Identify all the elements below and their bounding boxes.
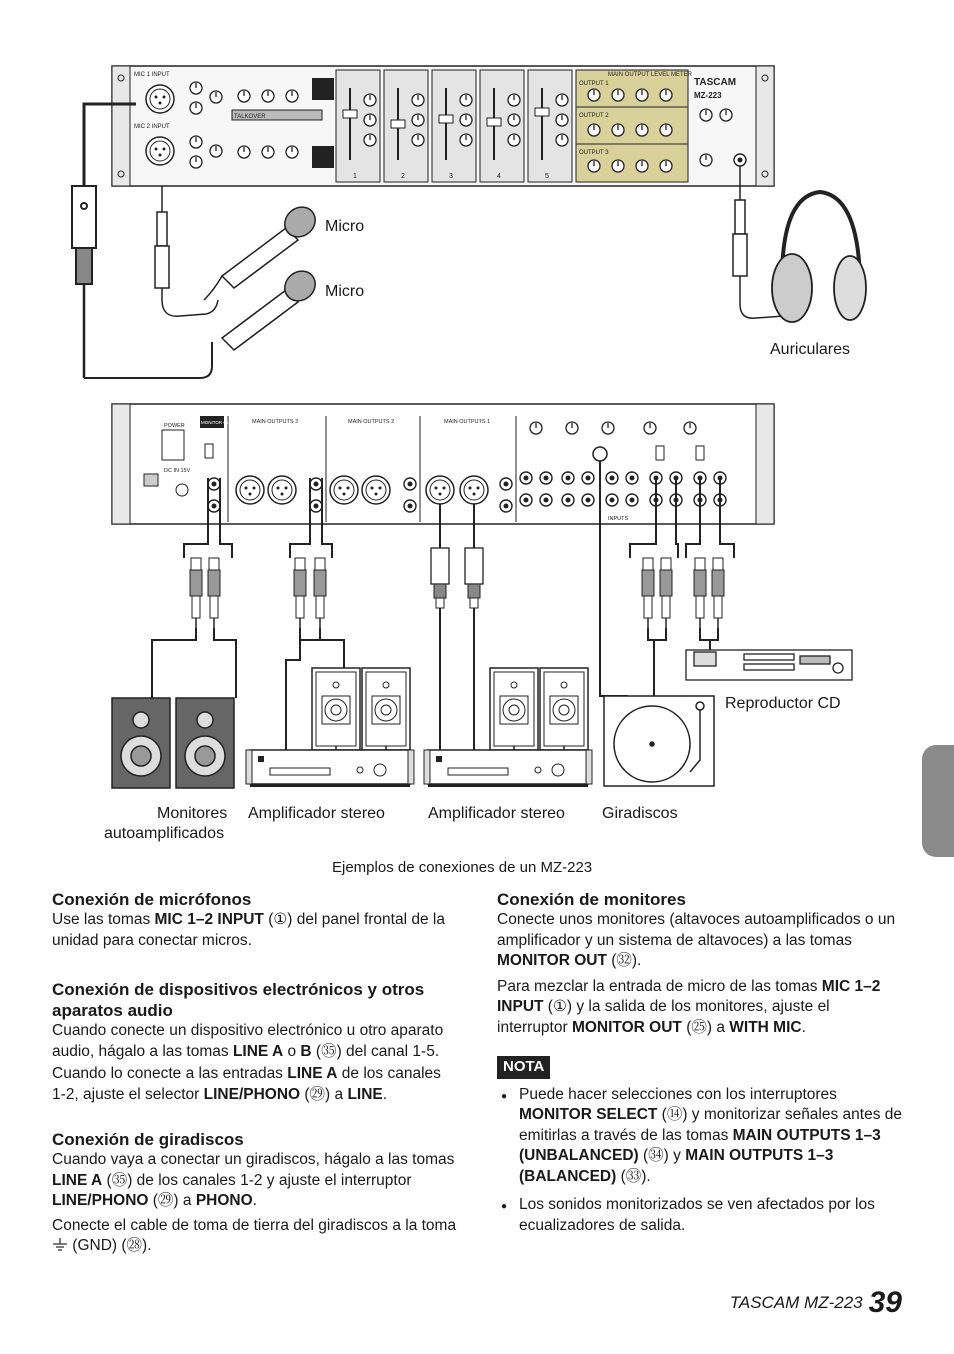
- speaker-icon: [362, 668, 410, 750]
- monitor-out-label: MONITOR OUT: [201, 420, 233, 425]
- ground-icon: [52, 1238, 68, 1252]
- label-micro-1: Micro: [325, 218, 365, 235]
- channel-3-label: 3: [449, 173, 453, 180]
- label-giradiscos: Giradiscos: [602, 805, 678, 822]
- channel-1-label: 1: [353, 173, 357, 180]
- speaker-icon: [540, 668, 588, 750]
- label-autoamplificados: autoamplificados: [104, 825, 225, 842]
- dc-label: DC IN 15V: [164, 468, 191, 474]
- section-title-microfonos: Conexión de micrófonos: [52, 890, 252, 909]
- mixer-front-panel: [112, 66, 774, 186]
- amplifier-icon: [424, 750, 592, 787]
- label-reproductor-cd: Reproductor CD: [725, 695, 841, 712]
- chapter-tab: [922, 745, 954, 857]
- speaker-icon: [490, 668, 538, 750]
- paragraph: Use las tomas MIC 1–2 INPUT (①) del panel frontal de la unidad para conectar micros.: [52, 911, 445, 949]
- figure-caption: Ejemplos de conexiones de un MZ-223: [332, 859, 593, 876]
- footer-brand-model: TASCAM MZ-223: [729, 1293, 863, 1312]
- left-column: [52, 889, 458, 1257]
- out2-label: OUTPUT 2: [579, 113, 609, 119]
- nota-badge: NOTA: [497, 1056, 550, 1079]
- label-amp-stereo-2: Amplificador stereo: [428, 805, 565, 822]
- section-title-monitores: Conexión de monitores: [497, 890, 686, 909]
- brand-logo: TASCAM: [694, 77, 737, 88]
- paragraph: Cuando lo conecte a las entradas LINE A de los canales 1-2, ajuste el selector LINE/PHONO (㉙) a LINE.: [52, 1065, 441, 1103]
- label-monitores: Monitores: [157, 805, 228, 822]
- mic2-label: MIC 2 INPUT: [134, 124, 170, 130]
- turntable-icon: [604, 696, 714, 786]
- mic1-label: MIC 1 INPUT: [134, 72, 170, 78]
- paragraph: Cuando conecte un dispositivo electrónico u otro aparato audio, hágalo a las tomas LINE A o B (㉟) del canal 1-5.: [52, 1022, 444, 1060]
- power-label: POWER: [164, 423, 185, 429]
- notes-list: [497, 1085, 902, 1237]
- right-column: [497, 889, 902, 1244]
- page-number: 39: [868, 1286, 902, 1319]
- cd-player-icon: [686, 650, 852, 680]
- talkover-label: TALKOVER: [234, 114, 266, 120]
- section-title-giradiscos: Conexión de giradiscos: [52, 1130, 244, 1149]
- model-label: MZ-223: [694, 91, 722, 100]
- main1-label: MAIN OUTPUTS 1: [444, 419, 491, 425]
- out3-label: OUTPUT 3: [579, 150, 609, 156]
- channel-5-label: 5: [545, 173, 549, 180]
- page-footer: [730, 1286, 902, 1320]
- paragraph: Para mezclar la entrada de micro de las tomas MIC 1–2 INPUT (①) y la salida de los monitores, ajuste el interruptor MONITOR OUT (㉕) a WITH MIC.: [497, 977, 881, 1036]
- amplifier-icon: [246, 750, 414, 787]
- section-title-dispositivos: Conexión de dispositivos electrónicos y otros aparatos audio: [52, 980, 425, 1020]
- main2-label: MAIN OUTPUTS 2: [348, 419, 395, 425]
- label-amp-stereo-1: Amplificador stereo: [248, 805, 385, 822]
- list-item: ● Puede hacer selecciones con los interruptores MONITOR SELECT (⑭) y monitorizar señales antes de emitirlas a través de las tomas MAIN OUTPUTS 1–3 (UNBALANCED) (㉞) y MAIN OUTPUTS 1–3 (BALANCED) (㉝).: [519, 1085, 902, 1188]
- list-item: ● Los sonidos monitorizados se ven afectados por los ecualizadores de salida.: [519, 1195, 902, 1236]
- paragraph: Conecte unos monitores (altavoces autoamplificados o un amplificador y un sistema de altavoces) a las tomas MONITOR OUT (㉜).: [497, 911, 896, 969]
- headphones-icon: [772, 192, 866, 322]
- inputs-label: INPUTS: [608, 516, 629, 522]
- paragraph: Cuando vaya a conectar un giradiscos, hágalo a las tomas LINE A (㉟) de los canales 1-2 y ajuste el interruptor LINE/PHONO (㉙) a PHONO.: [52, 1151, 455, 1209]
- out1-label: OUTPUT 1: [579, 81, 609, 87]
- mic-jack-plug: [155, 186, 218, 316]
- main3-label: MAIN OUTPUTS 3: [252, 419, 299, 425]
- speaker-icon: [312, 668, 360, 750]
- channel-2-label: 2: [401, 173, 405, 180]
- label-micro-2: Micro: [325, 283, 365, 300]
- paragraph: Conecte el cable de toma de tierra del giradiscos a la toma (GND) (㉘).: [52, 1216, 457, 1254]
- meter-title: MAIN OUTPUT LEVEL METER: [608, 72, 693, 78]
- powered-monitors-icon: [112, 698, 234, 788]
- label-auriculares: Auriculares: [770, 341, 851, 358]
- channel-4-label: 4: [497, 173, 501, 180]
